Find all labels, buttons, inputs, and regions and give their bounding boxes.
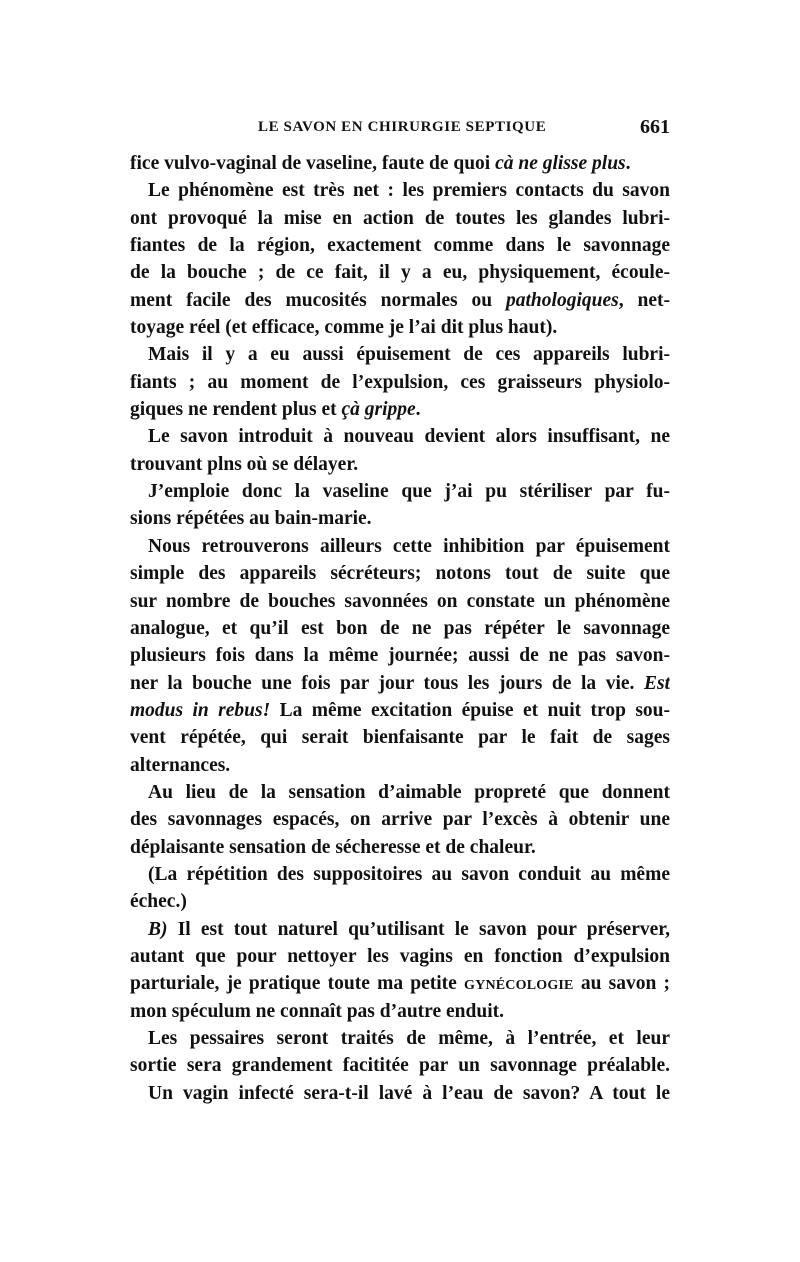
text-span: mon spéculum ne connaît pas d’autre enduit. [130, 1000, 504, 1022]
text-span: ment facile des mucosités normales ou [130, 289, 507, 311]
text-span: Au lieu de la sensation d’aimable propreté que donnent [148, 781, 670, 803]
text-span: échec.) [130, 891, 187, 913]
text-span: , net- [618, 289, 670, 311]
text-line [130, 451, 670, 478]
text-line [130, 369, 670, 396]
text-span: fice vulvo-vaginal de vaseline, faute de quoi [130, 153, 496, 174]
text-span: toyage réel (et efficace, comme je l’ai dit plus haut). [130, 317, 558, 339]
text-span: simple des appareils sécréteurs; notons tout de suite que [130, 563, 670, 585]
text-line [130, 943, 670, 970]
text-span: giques ne rendent plus et [130, 399, 342, 421]
text-line [130, 396, 670, 423]
text-span: Il est tout naturel qu’utilisant le savon pour préserver, [167, 918, 670, 940]
text-line [130, 423, 670, 450]
text-span: vent répétée, qui serait bienfaisante par le fait de sages [130, 727, 670, 749]
text-span: Un vagin infecté sera-t-il lavé à l’eau de savon? A tout le [148, 1082, 670, 1104]
text-line [130, 806, 670, 833]
text-span: La même excitation épuise et nuit trop sou- [270, 699, 670, 721]
text-line [130, 697, 670, 724]
text-line [130, 1052, 670, 1079]
text-span: trouvant plns où se délayer. [130, 453, 359, 475]
text-line [130, 259, 670, 286]
text-line [130, 478, 670, 505]
text-span: parturiale, je pratique toute ma petite [130, 973, 465, 995]
text-span: déplaisante sensation de sécheresse et de chaleur. [130, 836, 536, 858]
text-line [130, 615, 670, 642]
text-span: J’emploie donc la vaseline que j’ai pu stériliser par fu- [148, 481, 670, 503]
running-head [130, 116, 670, 144]
text-span: . [625, 153, 631, 174]
body-text [130, 150, 670, 1107]
text-line [130, 232, 670, 259]
italic-text: çà grippe [341, 399, 416, 421]
text-line [130, 670, 670, 697]
text-span: Nous retrouverons ailleurs cette inhibition par épuisement [148, 535, 670, 557]
text-line [130, 505, 670, 532]
text-line [130, 287, 670, 314]
italic-text: pathologiques [506, 289, 619, 311]
text-span: (La répétition des suppositoires au savon conduit au même [148, 863, 670, 885]
text-span: des savonnages espacés, on arrive par l’excès à obtenir une [130, 809, 670, 831]
italic-text: cà ne glisse plus [495, 153, 626, 174]
text-span: fiantes de la région, exactement comme dans le savonnage [130, 235, 670, 257]
text-span: plusieurs fois dans la même journée; aussi de ne pas savon- [130, 645, 670, 667]
text-line [130, 150, 670, 177]
text-line [130, 888, 670, 915]
text-line [130, 861, 670, 888]
text-span: alternances. [130, 754, 231, 776]
text-span: au savon ; [573, 973, 670, 995]
italic-text: modus in rebus! [130, 699, 271, 721]
text-line [130, 970, 670, 997]
text-span: ont provoqué la mise en action de toutes les glandes lubri- [130, 207, 670, 229]
text-span: de la bouche ; de ce fait, il y a eu, physiquement, écoule- [130, 262, 670, 284]
text-span: autant que pour nettoyer les vagins en fonction d’expulsion [130, 945, 670, 967]
text-line [130, 588, 670, 615]
text-span: ner la bouche une fois par jour tous les jours de la vie. [130, 672, 644, 694]
text-line [130, 1025, 670, 1052]
text-line [130, 205, 670, 232]
italic-text: Est [643, 672, 670, 694]
text-line [130, 834, 670, 861]
text-line [130, 916, 670, 943]
page-number: 661 [640, 116, 670, 138]
text-line [130, 642, 670, 669]
text-line [130, 779, 670, 806]
text-line [130, 1080, 670, 1107]
text-line [130, 724, 670, 751]
text-span: Les pessaires seront traités de même, à l’entrée, et leur [148, 1028, 670, 1049]
italic-text: B) [148, 918, 168, 940]
text-span: Le savon introduit à nouveau devient alors insuffisant, ne [148, 426, 670, 448]
text-span: sur nombre de bouches savonnées on constate un phénomène [130, 590, 670, 612]
running-title: LE SAVON EN CHIRURGIE SEPTIQUE [258, 119, 547, 135]
text-span: Le phénomène est très net : les premiers contacts du savon [148, 180, 670, 202]
text-span: Mais il y a eu aussi épuisement de ces appareils lubri- [148, 344, 670, 366]
text-line [130, 560, 670, 587]
text-line [130, 177, 670, 204]
text-line [130, 533, 670, 560]
small-caps-text: GYNÉCOLOGIE [464, 978, 574, 994]
text-span: sortie sera grandement facititée par un savonnage préalable. [130, 1055, 670, 1077]
text-span: fiants ; au moment de l’expulsion, ces graisseurs physiolo- [130, 371, 670, 393]
text-span: . [415, 399, 421, 421]
text-span: analogue, et qu’il est bon de ne pas répéter le savonnage [130, 617, 670, 639]
text-span: sions répétées au bain-marie. [130, 508, 372, 530]
text-line [130, 341, 670, 368]
text-line [130, 752, 670, 779]
text-line [130, 998, 670, 1025]
text-line [130, 314, 670, 341]
